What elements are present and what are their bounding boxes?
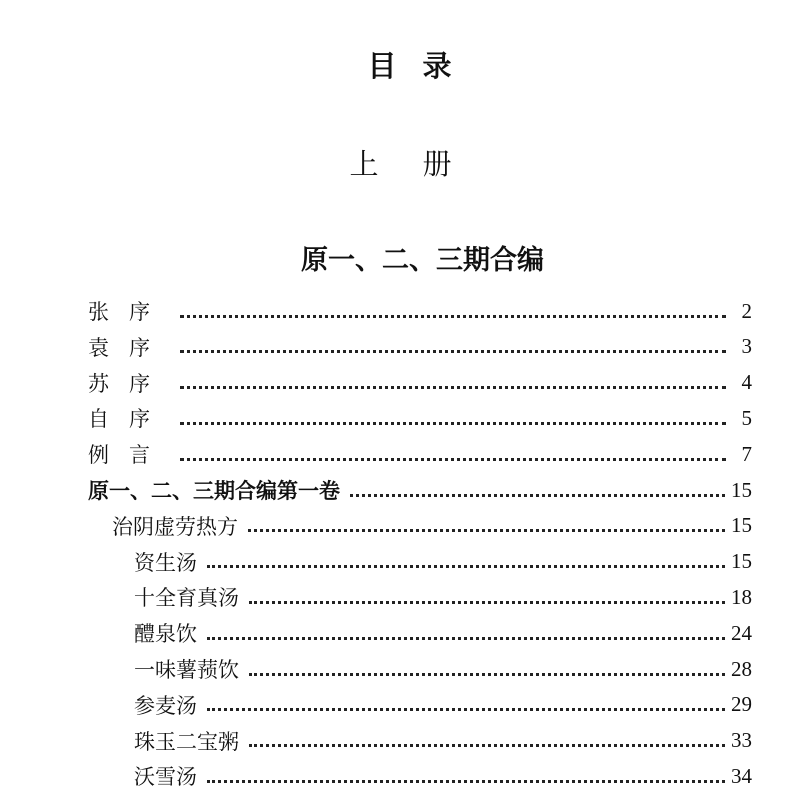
toc-entry-title: 原一、二、三期合编第一卷 bbox=[88, 479, 340, 503]
toc-entry bbox=[88, 296, 752, 326]
toc-entry bbox=[134, 618, 752, 648]
dot-leader bbox=[207, 708, 725, 711]
page-title: 目录 bbox=[367, 49, 478, 83]
toc-entry bbox=[112, 511, 752, 541]
dot-leader bbox=[180, 422, 726, 425]
toc-entry bbox=[88, 475, 752, 505]
toc-entry-page-number: 18 bbox=[731, 584, 752, 609]
toc-entry-page-number: 15 bbox=[731, 477, 752, 502]
toc-entry-title: 沃雪汤 bbox=[134, 765, 197, 790]
toc-entry-page-number: 34 bbox=[731, 763, 752, 788]
dot-leader bbox=[207, 565, 725, 568]
toc-entry-title: 自序 bbox=[88, 407, 170, 432]
toc-entry bbox=[134, 582, 752, 612]
toc-entry-page-number: 15 bbox=[731, 513, 752, 538]
toc-entry-page-number: 28 bbox=[731, 656, 752, 681]
dot-leader bbox=[207, 780, 725, 783]
dot-leader bbox=[248, 529, 725, 532]
toc-entry bbox=[134, 726, 752, 756]
toc-entry-page-number: 5 bbox=[741, 405, 752, 430]
toc-entry-page-number: 24 bbox=[731, 620, 752, 645]
dot-leader bbox=[207, 637, 725, 640]
toc-entry-page-number: 2 bbox=[741, 298, 752, 323]
toc-entry-title: 十全育真汤 bbox=[134, 586, 239, 611]
dot-leader bbox=[180, 315, 726, 318]
toc-entry-title: 珠玉二宝粥 bbox=[134, 729, 239, 754]
toc-entry-page-number: 3 bbox=[741, 334, 752, 359]
toc-entry-page-number: 7 bbox=[741, 441, 752, 466]
section-heading: 原一、二、三期合编 bbox=[301, 245, 544, 276]
toc-entry bbox=[134, 761, 752, 791]
toc-entry-title: 参麦汤 bbox=[134, 693, 197, 718]
toc-entry bbox=[134, 547, 752, 577]
volume-heading: 上册 bbox=[349, 147, 496, 181]
dot-leader bbox=[180, 350, 726, 353]
toc-entry-title: 例言 bbox=[88, 443, 170, 468]
toc-entry-title: 资生汤 bbox=[134, 550, 197, 575]
dot-leader bbox=[180, 458, 726, 461]
toc-entry bbox=[88, 403, 752, 433]
toc-entry-title: 一味薯蓣饮 bbox=[134, 658, 239, 682]
toc-entry bbox=[88, 332, 752, 362]
toc-entry bbox=[134, 690, 752, 720]
toc-entry-title: 治阴虚劳热方 bbox=[112, 514, 238, 539]
toc-entry-page-number: 4 bbox=[741, 370, 752, 395]
toc-entry-title: 苏序 bbox=[88, 371, 170, 396]
dot-leader bbox=[249, 744, 725, 747]
toc-entry-page-number: 33 bbox=[731, 728, 752, 753]
toc-entry-page-number: 15 bbox=[731, 549, 752, 574]
toc-entry bbox=[88, 368, 752, 398]
dot-leader bbox=[249, 673, 725, 676]
toc-entry bbox=[134, 654, 752, 684]
dot-leader bbox=[249, 601, 725, 604]
dot-leader bbox=[180, 386, 726, 389]
toc-entry-title: 醴泉饮 bbox=[134, 622, 197, 647]
toc-entry bbox=[88, 439, 752, 469]
toc-entry-page-number: 29 bbox=[731, 692, 752, 717]
toc-entry-title: 袁序 bbox=[88, 335, 170, 360]
dot-leader bbox=[350, 494, 725, 497]
toc-entry-title: 张序 bbox=[88, 300, 170, 324]
